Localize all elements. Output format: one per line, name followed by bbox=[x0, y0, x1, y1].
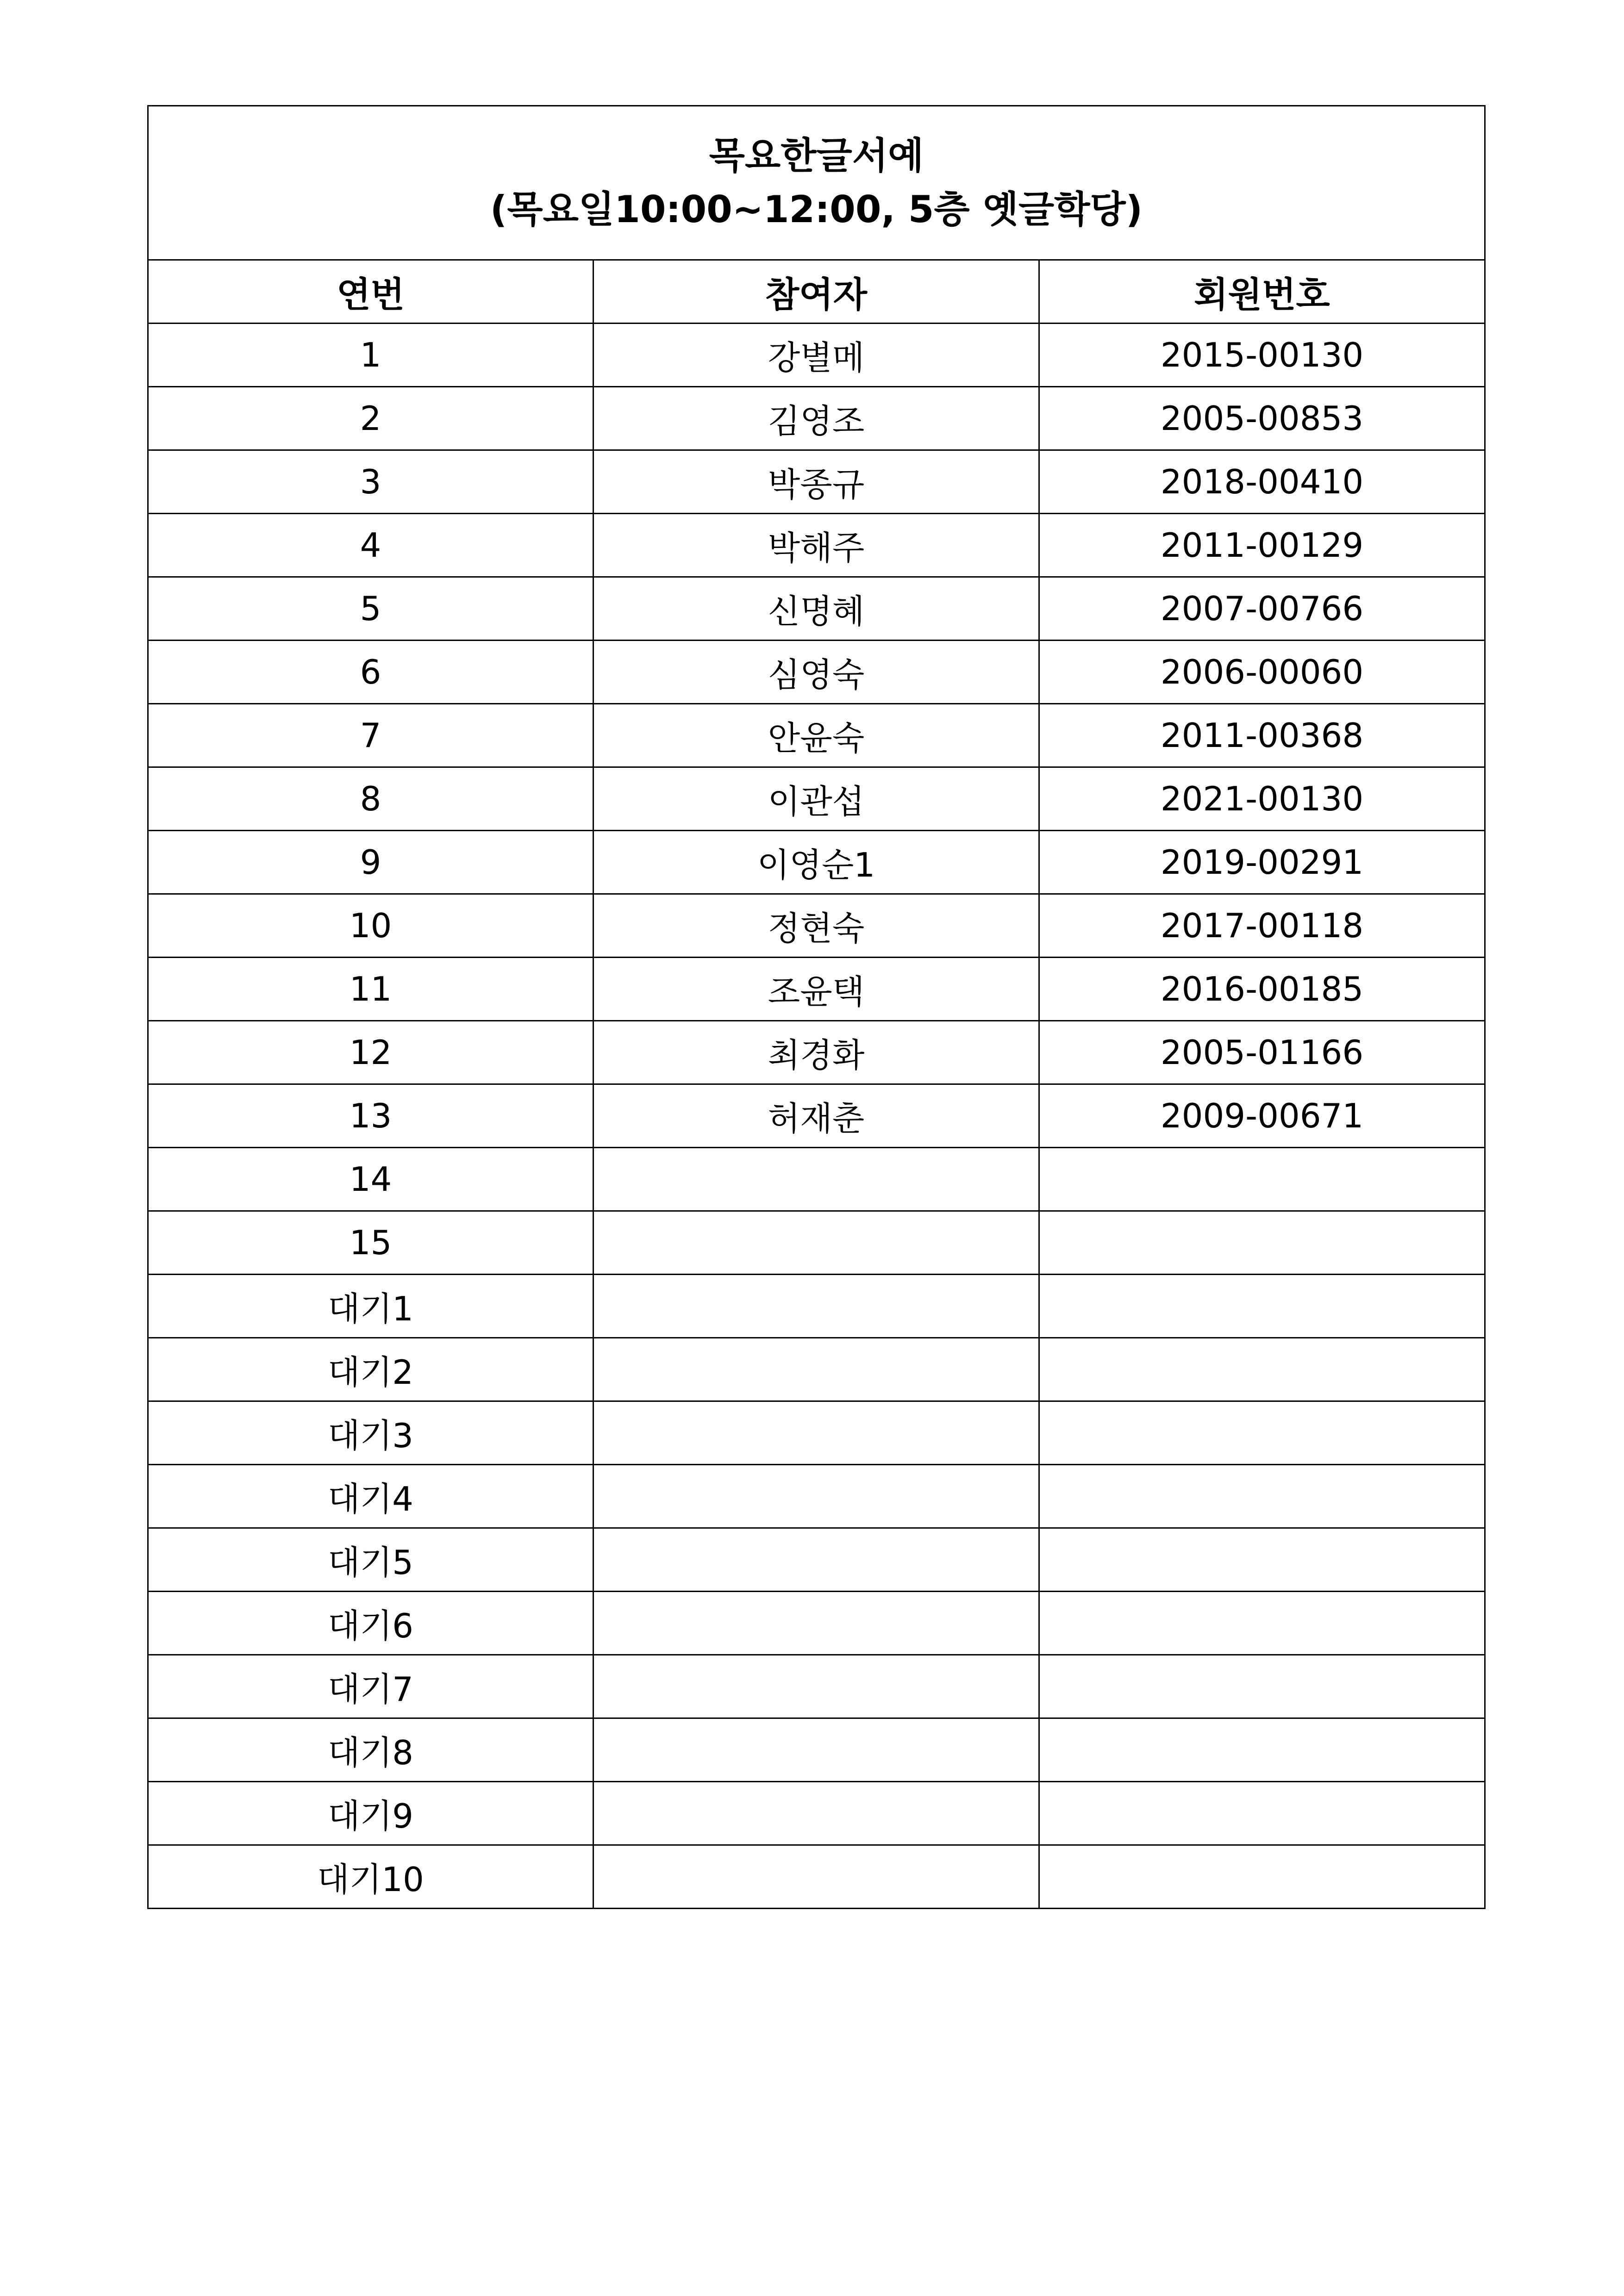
row-number-cell: 10 bbox=[148, 894, 593, 958]
row-number-cell: 2 bbox=[148, 387, 593, 450]
table-row bbox=[148, 450, 1485, 514]
member-id-cell: 2017-00118 bbox=[1039, 894, 1485, 958]
table-row bbox=[148, 1148, 1485, 1211]
row-number-cell: 대기5 bbox=[148, 1528, 593, 1592]
participant-name-cell bbox=[593, 1401, 1039, 1465]
header-row bbox=[148, 260, 1485, 324]
table-row bbox=[148, 767, 1485, 831]
table-row bbox=[148, 1401, 1485, 1465]
participant-name-cell bbox=[593, 1148, 1039, 1211]
column-header-member-id: 회원번호 bbox=[1039, 260, 1485, 324]
table-row bbox=[148, 894, 1485, 958]
participant-name-cell bbox=[593, 1718, 1039, 1782]
table-row bbox=[148, 514, 1485, 577]
row-number-cell: 4 bbox=[148, 514, 593, 577]
participant-name-cell bbox=[593, 1465, 1039, 1528]
participant-name-cell: 최경화 bbox=[593, 1021, 1039, 1084]
member-id-cell bbox=[1039, 1211, 1485, 1275]
member-id-cell bbox=[1039, 1655, 1485, 1718]
row-number-cell: 14 bbox=[148, 1148, 593, 1211]
participant-name-cell: 박해주 bbox=[593, 514, 1039, 577]
table-row bbox=[148, 1465, 1485, 1528]
participant-name-cell: 안윤숙 bbox=[593, 704, 1039, 767]
row-number-cell: 대기2 bbox=[148, 1338, 593, 1401]
row-number-cell: 1 bbox=[148, 324, 593, 387]
participant-name-cell: 신명혜 bbox=[593, 577, 1039, 641]
row-number-cell: 13 bbox=[148, 1084, 593, 1148]
table-row bbox=[148, 1021, 1485, 1084]
participant-table bbox=[147, 105, 1486, 1909]
participant-name-cell bbox=[593, 1211, 1039, 1275]
participant-name-cell bbox=[593, 1782, 1039, 1845]
participant-name-cell: 김영조 bbox=[593, 387, 1039, 450]
member-id-cell: 2009-00671 bbox=[1039, 1084, 1485, 1148]
table-row bbox=[148, 1718, 1485, 1782]
member-id-cell bbox=[1039, 1845, 1485, 1909]
table-row bbox=[148, 577, 1485, 641]
table-row bbox=[148, 1211, 1485, 1275]
row-number-cell: 3 bbox=[148, 450, 593, 514]
participant-name-cell bbox=[593, 1592, 1039, 1655]
table-body bbox=[148, 324, 1485, 1909]
participant-name-cell: 박종규 bbox=[593, 450, 1039, 514]
row-number-cell: 대기1 bbox=[148, 1275, 593, 1338]
member-id-cell bbox=[1039, 1148, 1485, 1211]
row-number-cell: 대기8 bbox=[148, 1718, 593, 1782]
row-number-cell: 15 bbox=[148, 1211, 593, 1275]
row-number-cell: 6 bbox=[148, 641, 593, 704]
table-row bbox=[148, 1338, 1485, 1401]
member-id-cell: 2006-00060 bbox=[1039, 641, 1485, 704]
member-id-cell bbox=[1039, 1528, 1485, 1592]
member-id-cell: 2019-00291 bbox=[1039, 831, 1485, 894]
table-row bbox=[148, 1782, 1485, 1845]
member-id-cell bbox=[1039, 1275, 1485, 1338]
table-row bbox=[148, 1845, 1485, 1909]
table-row bbox=[148, 387, 1485, 450]
member-id-cell bbox=[1039, 1401, 1485, 1465]
row-number-cell: 대기4 bbox=[148, 1465, 593, 1528]
title-cell bbox=[148, 106, 1485, 260]
member-id-cell: 2005-01166 bbox=[1039, 1021, 1485, 1084]
row-number-cell: 대기6 bbox=[148, 1592, 593, 1655]
table-row bbox=[148, 641, 1485, 704]
participant-name-cell bbox=[593, 1655, 1039, 1718]
row-number-cell: 11 bbox=[148, 958, 593, 1021]
row-number-cell: 대기9 bbox=[148, 1782, 593, 1845]
participant-name-cell: 심영숙 bbox=[593, 641, 1039, 704]
member-id-cell bbox=[1039, 1592, 1485, 1655]
row-number-cell: 대기7 bbox=[148, 1655, 593, 1718]
member-id-cell: 2005-00853 bbox=[1039, 387, 1485, 450]
member-id-cell: 2011-00129 bbox=[1039, 514, 1485, 577]
participant-name-cell bbox=[593, 1845, 1039, 1909]
document-title: 목요한글서예 bbox=[709, 134, 924, 177]
participant-name-cell: 이관섭 bbox=[593, 767, 1039, 831]
member-id-cell bbox=[1039, 1338, 1485, 1401]
row-number-cell: 5 bbox=[148, 577, 593, 641]
member-id-cell: 2015-00130 bbox=[1039, 324, 1485, 387]
member-id-cell: 2018-00410 bbox=[1039, 450, 1485, 514]
row-number-cell: 12 bbox=[148, 1021, 593, 1084]
participant-name-cell bbox=[593, 1275, 1039, 1338]
row-number-cell: 대기3 bbox=[148, 1401, 593, 1465]
table-row bbox=[148, 1655, 1485, 1718]
row-number-cell: 8 bbox=[148, 767, 593, 831]
table-row bbox=[148, 1084, 1485, 1148]
member-id-cell bbox=[1039, 1718, 1485, 1782]
row-number-cell: 7 bbox=[148, 704, 593, 767]
participant-name-cell: 조윤택 bbox=[593, 958, 1039, 1021]
table-row bbox=[148, 831, 1485, 894]
participant-name-cell: 정현숙 bbox=[593, 894, 1039, 958]
document-subtitle: (목요일10:00~12:00, 5층 옛글학당) bbox=[490, 188, 1143, 231]
member-id-cell bbox=[1039, 1465, 1485, 1528]
column-header-no: 연번 bbox=[148, 260, 593, 324]
table-row bbox=[148, 704, 1485, 767]
participant-name-cell bbox=[593, 1528, 1039, 1592]
table-row bbox=[148, 1528, 1485, 1592]
row-number-cell: 대기10 bbox=[148, 1845, 593, 1909]
member-id-cell: 2021-00130 bbox=[1039, 767, 1485, 831]
table-row bbox=[148, 958, 1485, 1021]
member-id-cell: 2007-00766 bbox=[1039, 577, 1485, 641]
participant-name-cell bbox=[593, 1338, 1039, 1401]
member-id-cell bbox=[1039, 1782, 1485, 1845]
participant-name-cell: 허재춘 bbox=[593, 1084, 1039, 1148]
participant-name-cell: 강별메 bbox=[593, 324, 1039, 387]
table-row bbox=[148, 1592, 1485, 1655]
title-row bbox=[148, 106, 1485, 260]
table-row bbox=[148, 1275, 1485, 1338]
row-number-cell: 9 bbox=[148, 831, 593, 894]
column-header-participant: 참여자 bbox=[593, 260, 1039, 324]
member-id-cell: 2016-00185 bbox=[1039, 958, 1485, 1021]
table-row bbox=[148, 324, 1485, 387]
member-id-cell: 2011-00368 bbox=[1039, 704, 1485, 767]
participant-name-cell: 이영순1 bbox=[593, 831, 1039, 894]
